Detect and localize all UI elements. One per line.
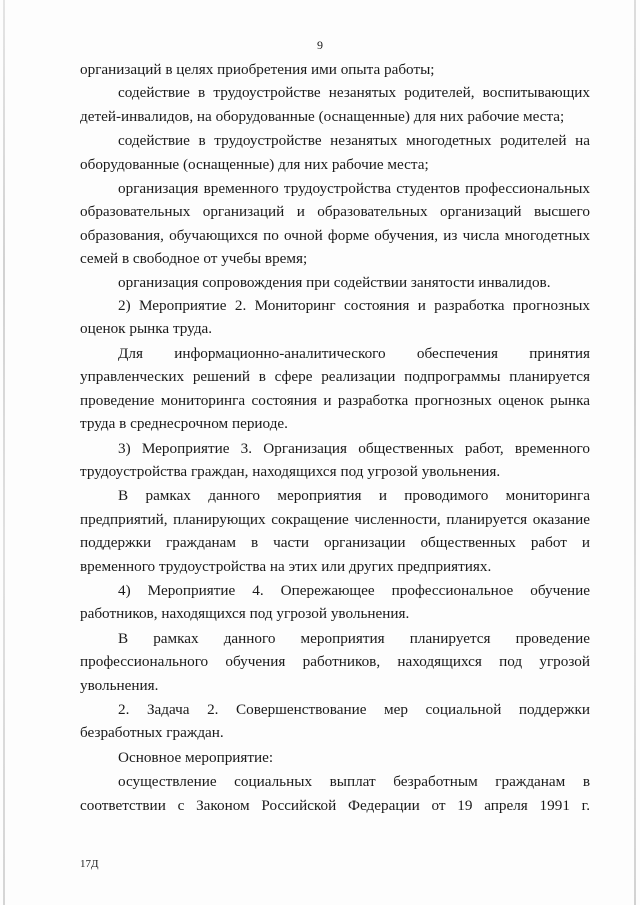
- paragraph: содействие в трудоустройстве незанятых многодетных родителей на оборудованные (оснащенные) для них рабочие места;: [80, 132, 590, 173]
- paragraph: организация сопровождения при содействии занятости инвалидов.: [118, 273, 551, 291]
- paragraph: В рамках данного мероприятия планируется проведение профессионального обучения работников, находящихся под угрозой увольнения.: [80, 629, 590, 694]
- paragraph: 2) Мероприятие 2. Мониторинг состояния и разработка прогнозных оценок рынка труда.: [80, 297, 590, 338]
- paragraph: содействие в трудоустройстве незанятых родителей, воспитывающих детей-инвалидов, на оборудованные (оснащенные) для них рабочие места;: [80, 84, 590, 125]
- paragraph: 2. Задача 2. Совершенствование мер социальной поддержки безработных граждан.: [80, 700, 590, 742]
- paragraph: 3) Мероприятие 3. Организация общественных работ, временного трудоустройства граждан, находящихся под угрозой увольнения.: [80, 439, 590, 480]
- paragraph: Основное мероприятие:: [118, 748, 274, 766]
- paragraph: организация временного трудоустройства студентов профессиональных образовательных организаций и образовательных организаций высшего образования, обучающихся по очной форме обучения, из числа многодетных семей в свободное от учебы время;: [80, 180, 590, 268]
- paragraph: осуществление социальных выплат безработным гражданам в соответствии с Законом Российской Федерации от 19 апреля 1991 г.: [80, 773, 590, 814]
- scan-edge-left: [3, 0, 5, 905]
- paragraph: 4) Мероприятие 4. Опережающее профессиональное обучение работников, находящихся под угрозой увольнения.: [80, 581, 590, 623]
- footer-code: 17Д: [80, 858, 99, 870]
- paragraph: В рамках данного мероприятия и проводимого мониторинга предприятий, планирующих сокращение численности, планируется оказание поддержки гражданам в части организации общественных работ и временного трудоустройства на этих или других предприятиях.: [80, 487, 590, 575]
- page-number: 9: [317, 38, 323, 52]
- paragraph: организаций в целях приобретения ими опыта работы;: [80, 61, 435, 78]
- document-body: [80, 58, 590, 817]
- scan-edge-right: [634, 0, 636, 905]
- paragraph: Для информационно-аналитического обеспечения принятия управленческих решений в сфере реализации подпрограммы планируется проведение мониторинга состояния и разработка прогнозных оценок рынка труда в среднесрочном периоде.: [80, 344, 590, 433]
